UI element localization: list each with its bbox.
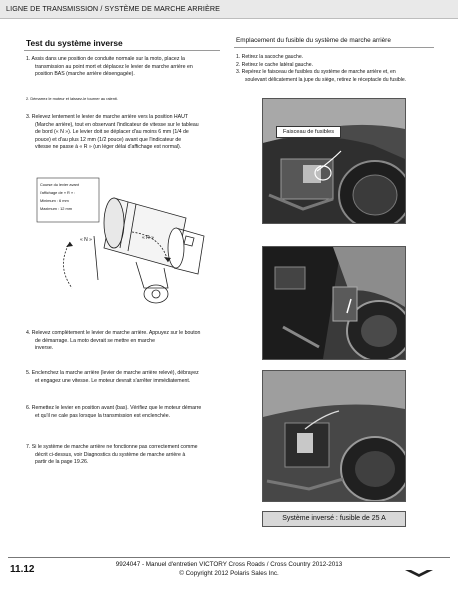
- fuse-caption: Système inversé : fusible de 25 A: [262, 511, 406, 527]
- victory-logo: [405, 565, 433, 574]
- right-steps: 1. Retirez la sacoche gauche. 2. Retirez le cache latéral gauche. 3. Repérez le faisceau de fusibles du système de marche arrière et, en soulevant délicatement la jupe du siège, retirez le réceptacle du fusible.: [236, 54, 407, 83]
- step-2: 2. Démarrez le moteur et laissez-le tourner au ralenti.: [26, 96, 118, 101]
- header-title: LIGNE DE TRANSMISSION / SYSTÈME DE MARCHE ARRIÈRE: [6, 4, 221, 13]
- photo-fuse-harness: [262, 98, 406, 224]
- footer-manual-title: 9924047 - Manuel d'entretien VICTORY Cross Roads / Cross Country 2012-2013: [115, 561, 343, 568]
- left-heading-rule: [24, 50, 220, 51]
- lever-travel-label: Course du levier avant l'affichage de « R » : Minimum : 6 mm Maximum : 12 mm: [40, 182, 79, 211]
- reverse-label: « R »: [142, 235, 154, 241]
- photo-fuse-receptacle-image: [263, 371, 405, 501]
- photo-side-cover-image: [263, 247, 405, 359]
- photo-side-cover: [262, 246, 406, 360]
- right-heading: Emplacement du fusible du système de marche arrière: [236, 37, 391, 44]
- photo-fuse-harness-image: [263, 99, 405, 223]
- step-5: 5. Enclenchez la marche arrière (levier de marche arrière relevé), débrayez et engagez une vitesse. Le moteur devrait s'arrêter immédiatement.: [26, 370, 199, 384]
- step-4: 4. Relevez complètement le levier de marche arrière. Appuyez sur le bouton de démarrage. La moto devrait se mettre en marche inverse.: [26, 330, 201, 352]
- left-heading: Test du système inverse: [26, 38, 123, 48]
- step-7: 7. Si le système de marche arrière ne fonctionne pas correctement comme décrit ci-dessus, voir Diagnostics du système de marche arrière à partir de la page 19.26.: [26, 444, 198, 466]
- step-3: 3. Relevez lentement le levier de marche arrière vers la position HAUT (Marche arrière), tout en observant l'indicateur de vitesse sur le tableau de bord (« N »). Le levier doit se déplacer d'au moins 6 mm (1/4 de pouce) et d'au plus 12 mm (1/2 pouce) avant que l'indicateur de vitesse ne passe à « R » (un léger délai d'affichage est normal).: [26, 114, 199, 151]
- fuse-harness-callout: Faisceau de fusibles: [276, 126, 341, 138]
- photo-fuse-receptacle: [262, 370, 406, 502]
- footer-rule: [8, 557, 450, 558]
- footer-copyright: © Copyright 2012 Polaris Sales Inc.: [179, 570, 279, 577]
- right-heading-rule: [234, 47, 434, 48]
- victory-logo-mark: [405, 569, 433, 578]
- step-6: 6. Remettez le levier en position avant (bas). Vérifiez que le moteur démarre et qu'il ne cale pas lorsque la transmission est enclenchée.: [26, 405, 202, 419]
- step-1: 1. Assis dans une position de conduite normale sur la moto, placez la transmission au point mort et déplacez le levier de marche arrière en position BAS (marche arrière désengagée).: [26, 56, 193, 78]
- page-number: 11.12: [10, 564, 35, 575]
- lever-diagram: [36, 176, 216, 310]
- neutral-label: « N »: [80, 237, 92, 243]
